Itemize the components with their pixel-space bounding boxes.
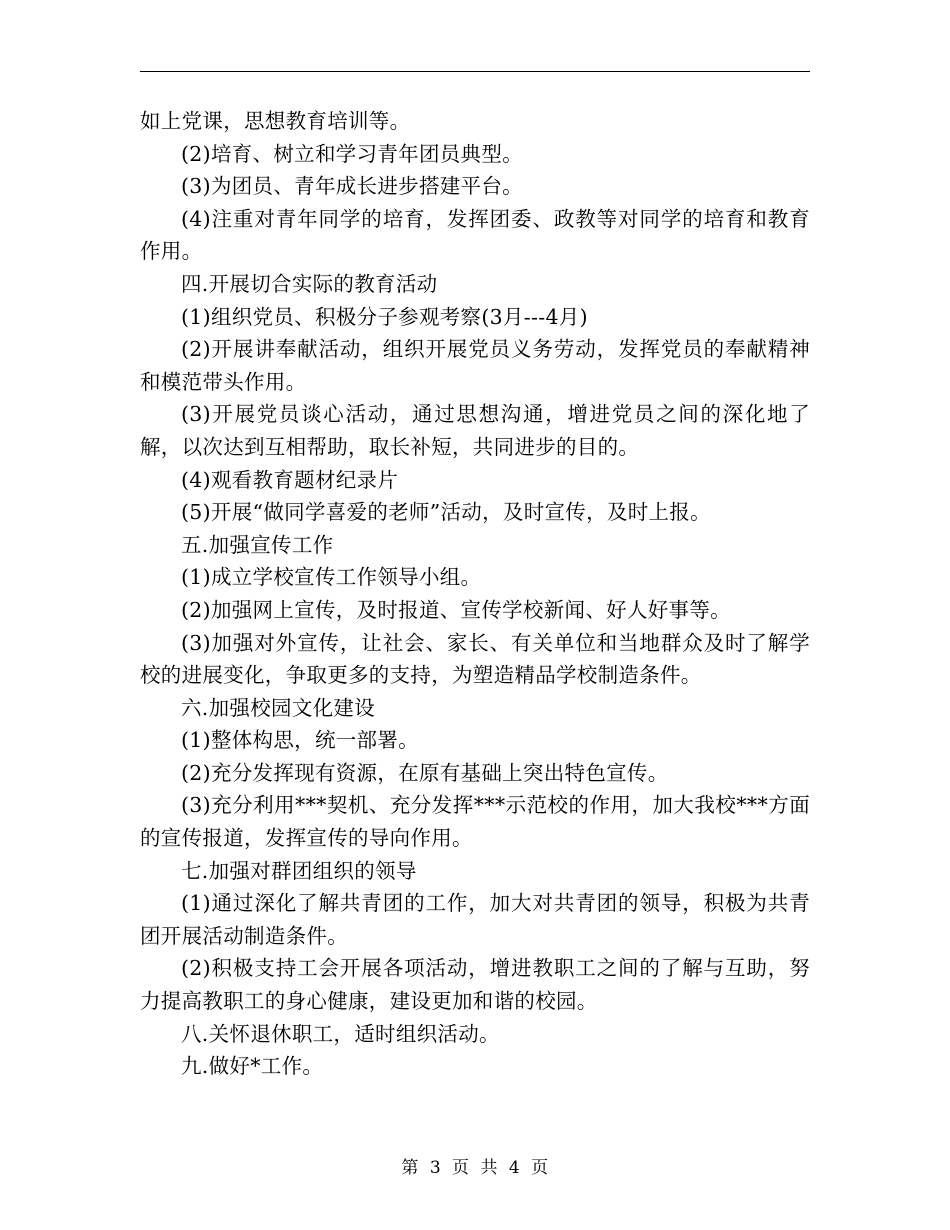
- list-item: (3)加强对外宣传，让社会、家长、有关单位和当地群众及时了解学校的进展变化，争取更多的支持，为塑造精品学校制造条件。: [140, 630, 810, 688]
- list-item: (2)积极支持工会开展各项活动，增进教职工之间的了解与互助，努力提高教职工的身心健康，建设更加和谐的校园。: [140, 956, 810, 1014]
- list-item: (1)成立学校宣传工作领导小组。: [181, 565, 482, 590]
- list-item: (5)开展“做同学喜爱的老师”活动，及时宣传，及时上报。: [181, 500, 711, 525]
- list-item: (2)开展讲奉献活动，组织开展党员义务劳动，发挥党员的奉献精神和模范带头作用。: [140, 337, 810, 394]
- page-number-footer: 第 3 页 共 4 页: [401, 1158, 549, 1178]
- list-item: (2)充分发挥现有资源，在原有基础上突出特色宣传。: [181, 760, 669, 785]
- paragraph-continuation: 如上党课，思想教育培训等。: [140, 109, 411, 133]
- section-heading: 五.加强宣传工作: [181, 532, 334, 557]
- list-item: (2)加强网上宣传，及时报道、宣传学校新闻、好人好事等。: [181, 597, 731, 622]
- section-heading: 六.加强校园文化建设: [181, 695, 376, 720]
- list-item: (1)组织党员、积极分子参观考察(3月---4月): [181, 304, 588, 329]
- document-body: [140, 105, 810, 1083]
- list-item: (1)通过深化了解共青团的工作，加大对共青团的领导，积极为共青团开展活动制造条件。: [140, 891, 810, 948]
- section-heading: 四.开展切合实际的教育活动: [181, 271, 438, 296]
- list-item: (1)整体构思，统一部署。: [181, 728, 419, 753]
- list-item: (2)培育、树立和学习青年团员典型。: [181, 141, 523, 166]
- section-heading: 八.关怀退休职工，适时组织活动。: [181, 1021, 500, 1046]
- list-item: (3)开展党员谈心活动，通过思想沟通，增进党员之间的深化地了解，以次达到互相帮助，取长补短，共同进步的目的。: [140, 402, 810, 459]
- list-item: (4)注重对青年同学的培育，发挥团委、政教等对同学的培育和教育作用。: [140, 206, 810, 264]
- list-item: (3)充分利用***契机、充分发挥***示范校的作用，加大我校***方面的宣传报道，发挥宣传的导向作用。: [140, 793, 810, 851]
- section-heading: 七.加强对群团组织的领导: [181, 858, 417, 883]
- list-item: (3)为团员、青年成长进步搭建平台。: [181, 174, 523, 199]
- list-item: (4)观看教育题材纪录片: [181, 467, 399, 492]
- header-rule: [140, 71, 810, 72]
- section-heading: 九.做好*工作。: [181, 1054, 324, 1079]
